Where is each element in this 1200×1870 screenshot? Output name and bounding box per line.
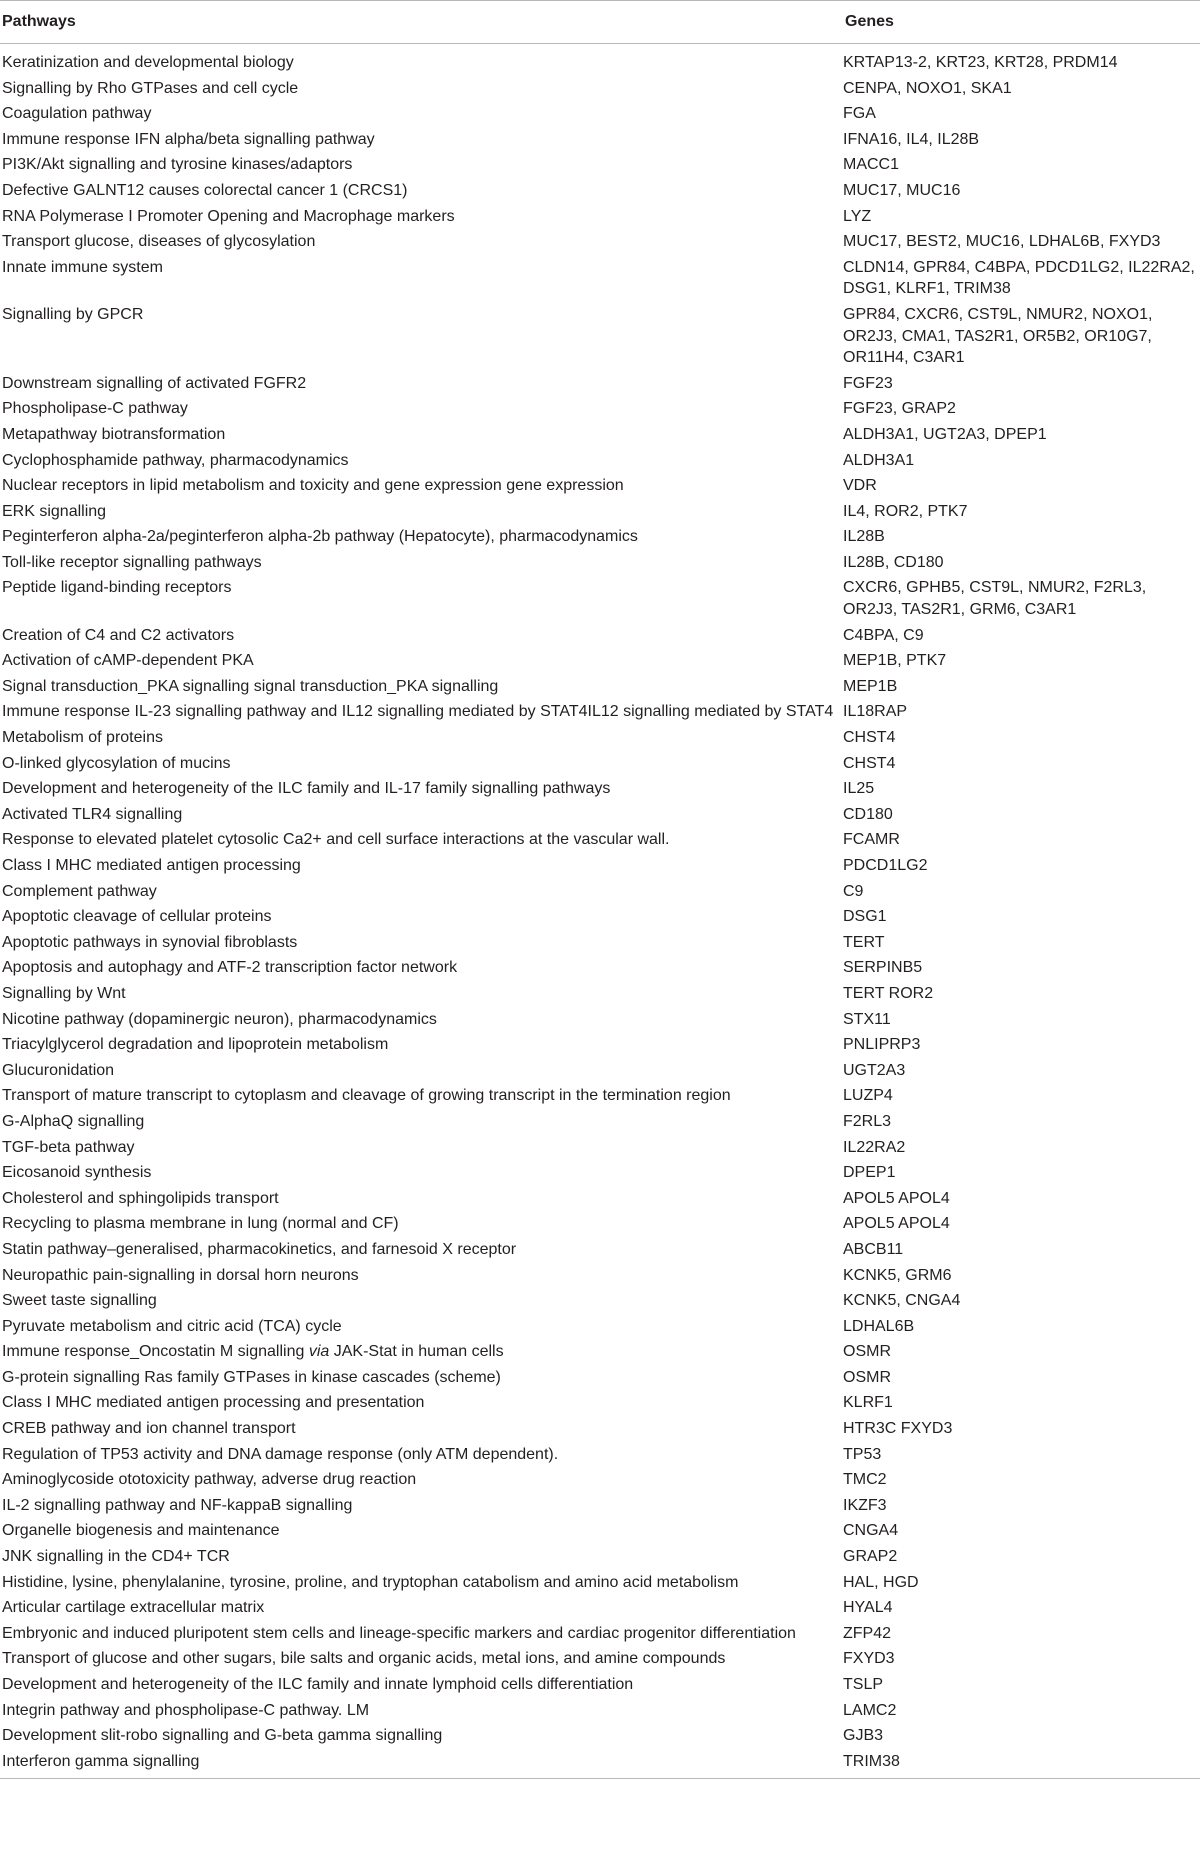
pathway-cell: CREB pathway and ion channel transport [2,1420,296,1438]
pathway-cell: Immune response IFN alpha/beta signalling pathway [2,130,375,148]
genes-cell: PNLIPRP3 [843,1036,921,1054]
pathway-cell: Immune response IL-23 signalling pathway and IL12 signalling mediated by STAT4IL12 signalling mediated by STAT4 [2,703,834,721]
pathway-cell: Cyclophosphamide pathway, pharmacodynamics [2,451,349,469]
table-row [0,422,1200,448]
pathway-cell: Development slit-robo signalling and G-beta gamma signalling [2,1727,443,1745]
pathway-cell: Transport of mature transcript to cytoplasm and cleavage of growing transcript in the termination region [2,1087,731,1105]
pathway-cell: Transport glucose, diseases of glycosylation [2,233,316,251]
pathway-cell: Organelle biogenesis and maintenance [2,1522,280,1540]
pathway-cell: PI3K/Akt signalling and tyrosine kinases/adaptors [2,156,353,174]
genes-cell: DSG1 [843,908,887,926]
table-row [0,1544,1200,1570]
genes-cell: GJB3 [843,1727,884,1745]
genes-cell: STX11 [843,1010,891,1028]
genes-cell: DPEP1 [843,1164,896,1182]
table-row [0,255,1200,302]
genes-cell: ALDH3A1 [843,451,915,469]
pathway-cell: Innate immune system [2,258,163,276]
genes-cell: MACC1 [843,156,900,174]
table-row [0,725,1200,751]
pathway-cell: Transport of glucose and other sugars, bile salts and organic acids, metal ions, and amine compounds [2,1650,726,1668]
table-row [0,623,1200,649]
genes-cell: IL25 [843,780,875,798]
table-row [0,1135,1200,1161]
table-row [0,44,1200,76]
genes-cell: IL18RAP [843,703,908,721]
pathway-cell: Nuclear receptors in lipid metabolism and toxicity and gene expression gene expression [2,477,624,495]
genes-cell: IKZF3 [843,1496,887,1514]
pathway-cell: Recycling to plasma membrane in lung (normal and CF) [2,1215,399,1233]
pathway-cell: Signalling by GPCR [2,305,144,323]
table-row [0,1442,1200,1468]
genes-cell: OSMR [843,1343,891,1361]
genes-cell: LAMC2 [843,1701,897,1719]
table-row [0,1416,1200,1442]
pathway-cell: Articular cartilage extracellular matrix [2,1599,265,1617]
genes-cell: LYZ [843,207,872,225]
table-row [0,1007,1200,1033]
genes-cell: HAL, HGD [843,1573,919,1591]
pathway-cell: G-AlphaQ signalling [2,1112,145,1130]
table-row [0,674,1200,700]
table-row [0,1058,1200,1084]
table-row [0,473,1200,499]
genes-cell: TMC2 [843,1471,887,1489]
pathway-cell: Interferon gamma signalling [0,1749,843,1779]
genes-cell: FCAMR [843,831,900,849]
table-row [0,550,1200,576]
pathway-cell: Apoptosis and autophagy and ATF-2 transcription factor network [2,959,458,977]
pathway-cell: RNA Polymerase I Promoter Opening and Macrophage markers [2,207,455,225]
pathway-cell: Activated TLR4 signalling [2,805,183,823]
table-row [0,229,1200,255]
table-row [0,1595,1200,1621]
table-row [0,371,1200,397]
genes-cell: MEP1B [843,677,898,695]
table-row [0,1646,1200,1672]
genes-cell: IFNA16, IL4, IL28B [843,130,980,148]
table-row [0,1083,1200,1109]
table-row [0,178,1200,204]
genes-cell: ALDH3A1, UGT2A3, DPEP1 [843,425,1047,443]
pathway-cell: Immune response_Oncostatin M signalling via JAK-Stat in human cells [2,1343,504,1361]
genes-cell: CD180 [843,805,893,823]
table-row [0,76,1200,102]
pathway-cell: ERK signalling [2,502,107,520]
pathway-cell: Activation of cAMP-dependent PKA [2,652,254,670]
genes-cell: FGF23, GRAP2 [843,400,956,418]
genes-cell: KCNK5, CNGA4 [843,1292,961,1310]
genes-cell: C9 [843,882,864,900]
table-row [0,1467,1200,1493]
pathway-cell: Aminoglycoside ototoxicity pathway, adverse drug reaction [2,1471,417,1489]
pathway-cell: Development and heterogeneity of the ILC family and innate lymphoid cells differentiation [2,1676,634,1693]
table-row [0,1288,1200,1314]
pathway-cell: Pyruvate metabolism and citric acid (TCA) cycle [2,1317,342,1335]
table-row [0,1698,1200,1724]
pathway-cell: Downstream signalling of activated FGFR2 [2,374,307,392]
table-row [0,1160,1200,1186]
genes-cell: GPR84, CXCR6, CST9L, NMUR2, NOXO1, OR2J3, CMA1, TAS2R1, OR5B2, OR10G7, OR11H4, C3AR1 [843,305,1153,367]
pathway-cell: Response to elevated platelet cytosolic Ca2+ and cell surface interactions at the vascular wall. [2,831,670,849]
pathway-cell: Glucuronidation [2,1061,115,1079]
table-row [0,1723,1200,1749]
genes-cell: C4BPA, C9 [843,626,924,644]
genes-cell: SERPINB5 [843,959,923,977]
table-row [0,575,1200,622]
genes-cell: TERT ROR2 [843,984,934,1002]
table-row [0,127,1200,153]
table-row [0,101,1200,127]
pathway-cell: Class I MHC mediated antigen processing and presentation [2,1394,425,1412]
pathway-cell: Keratinization and developmental biology [2,54,294,71]
pathway-cell: Apoptotic pathways in synovial fibroblasts [2,933,298,951]
genes-cell: TSLP [843,1676,884,1693]
genes-cell: KLRF1 [843,1394,893,1412]
table-row [0,1263,1200,1289]
genes-cell: ZFP42 [843,1624,892,1642]
table-row [0,930,1200,956]
pathway-cell: Cholesterol and sphingolipids transport [2,1189,279,1207]
table-body [0,44,1200,1779]
genes-cell: TERT [843,933,885,951]
pathway-cell: Metabolism of proteins [2,729,163,747]
pathway-cell: Apoptotic cleavage of cellular proteins [2,908,272,926]
genes-cell: CXCR6, GPHB5, CST9L, NMUR2, F2RL3, OR2J3, TAS2R1, GRM6, C3AR1 [843,579,1147,619]
table-row [0,1339,1200,1365]
genes-cell: PDCD1LG2 [843,857,928,874]
pathway-cell: Metapathway biotransformation [2,425,226,443]
pathway-cell: TGF-beta pathway [2,1138,135,1156]
pathway-cell: Neuropathic pain-signalling in dorsal horn neurons [2,1266,359,1284]
pathway-cell: Signalling by Wnt [2,984,126,1002]
pathway-cell: Peginterferon alpha-2a/peginterferon alpha-2b pathway (Hepatocyte), pharmacodynamics [2,528,638,546]
pathway-cell: Embryonic and induced pluripotent stem cells and lineage-specific markers and cardiac progenitor differentiation [2,1624,796,1642]
table-row [0,776,1200,802]
table-row [0,1314,1200,1340]
table-row [0,1211,1200,1237]
table-row [0,396,1200,422]
genes-cell: F2RL3 [843,1112,892,1130]
genes-cell: FGF23 [843,374,893,392]
italic-via: via [308,1343,330,1361]
pathway-cell: Signal transduction_PKA signalling signal transduction_PKA signalling [2,677,499,695]
table-row [0,1109,1200,1135]
table-row [0,1390,1200,1416]
pathway-cell: IL-2 signalling pathway and NF-kappaB signalling [2,1496,353,1514]
pathway-cell: Signalling by Rho GTPases and cell cycle [2,79,299,97]
genes-cell: TP53 [843,1445,882,1463]
genes-cell: IL28B [843,528,885,546]
pathway-cell: Triacylglycerol degradation and lipoprotein metabolism [2,1036,389,1054]
table-row [0,448,1200,474]
table-row [0,1186,1200,1212]
pathway-cell: Phospholipase-C pathway [2,400,188,418]
table-row [0,1518,1200,1544]
table-row [0,699,1200,725]
genes-cell: APOL5 APOL4 [843,1215,950,1233]
table-row [0,879,1200,905]
table-row [0,302,1200,371]
pathway-cell: Toll-like receptor signalling pathways [2,553,262,571]
pathways-column-header: Pathways [0,1,843,44]
genes-cell: KRTAP13-2, KRT23, KRT28, PRDM14 [843,54,1118,71]
genes-cell: CLDN14, GPR84, C4BPA, PDCD1LG2, IL22RA2, DSG1, KLRF1, TRIM38 [843,258,1195,298]
pathway-cell: Histidine, lysine, phenylalanine, tyrosine, proline, and tryptophan catabolism and amino acid metabolism [2,1573,739,1591]
genes-cell: LUZP4 [843,1087,893,1105]
table-header [0,1,1200,44]
genes-cell: FXYD3 [843,1650,895,1668]
table-row [0,1672,1200,1698]
genes-column-header: Genes [843,1,1200,44]
genes-cell: CNGA4 [843,1522,899,1540]
pathway-cell: Regulation of TP53 activity and DNA damage response (only ATM dependent). [2,1445,559,1463]
header-row [0,1,1200,44]
table-row [0,1032,1200,1058]
genes-cell: IL28B, CD180 [843,553,944,571]
genes-cell: UGT2A3 [843,1061,906,1079]
table-row [0,1621,1200,1647]
genes-cell: APOL5 APOL4 [843,1189,950,1207]
pathway-cell: Statin pathway–generalised, pharmacokinetics, and farnesoid X receptor [2,1240,517,1258]
genes-cell: MUC17, MUC16 [843,181,961,199]
pathway-cell: Development and heterogeneity of the ILC family and IL-17 family signalling pathways [2,780,611,798]
pathway-cell: Complement pathway [2,882,157,900]
pathway-cell: Sweet taste signalling [2,1292,157,1310]
table-row [0,904,1200,930]
genes-cell: HYAL4 [843,1599,893,1617]
table-row [0,204,1200,230]
table-row [0,955,1200,981]
genes-cell: TRIM38 [843,1749,1200,1779]
pathway-cell: Defective GALNT12 causes colorectal cancer 1 (CRCS1) [2,181,408,199]
pathway-cell: Coagulation pathway [2,105,152,123]
table-row [0,1570,1200,1596]
table-row [0,853,1200,879]
genes-cell: KCNK5, GRM6 [843,1266,952,1284]
table-row [0,1749,1200,1779]
genes-cell: GRAP2 [843,1548,898,1566]
table-row [0,1237,1200,1263]
genes-cell: IL4, ROR2, PTK7 [843,502,968,520]
pathway-cell: Class I MHC mediated antigen processing [2,857,301,874]
pathway-cell: JNK signalling in the CD4+ TCR [2,1548,230,1566]
pathway-cell: Peptide ligand-binding receptors [2,579,232,597]
genes-cell: MEP1B, PTK7 [843,652,947,670]
genes-cell: HTR3C FXYD3 [843,1420,953,1438]
genes-cell: IL22RA2 [843,1138,906,1156]
pathway-cell: Integrin pathway and phospholipase-C pathway. LM [2,1701,370,1719]
genes-cell: VDR [843,477,877,495]
genes-cell: ABCB11 [843,1240,904,1258]
table-row [0,1365,1200,1391]
genes-cell: FGA [843,105,876,123]
genes-cell: OSMR [843,1368,891,1386]
table-row [0,648,1200,674]
genes-cell: CENPA, NOXO1, SKA1 [843,79,1012,97]
pathway-cell: O-linked glycosylation of mucins [2,754,231,772]
genes-cell: LDHAL6B [843,1317,915,1335]
pathway-cell: G-protein signalling Ras family GTPases in kinase cascades (scheme) [2,1368,501,1386]
pathway-cell: Creation of C4 and C2 activators [2,626,235,644]
table-row [0,152,1200,178]
genes-cell: CHST4 [843,754,896,772]
table-row [0,802,1200,828]
table-row [0,751,1200,777]
table-row [0,524,1200,550]
genes-cell: CHST4 [843,729,896,747]
genes-cell: MUC17, BEST2, MUC16, LDHAL6B, FXYD3 [843,233,1161,251]
pathway-cell: Nicotine pathway (dopaminergic neuron), pharmacodynamics [2,1010,437,1028]
pathway-cell: Eicosanoid synthesis [2,1164,152,1182]
table-row [0,499,1200,525]
table-row [0,1493,1200,1519]
table-row [0,981,1200,1007]
table-row [0,827,1200,853]
